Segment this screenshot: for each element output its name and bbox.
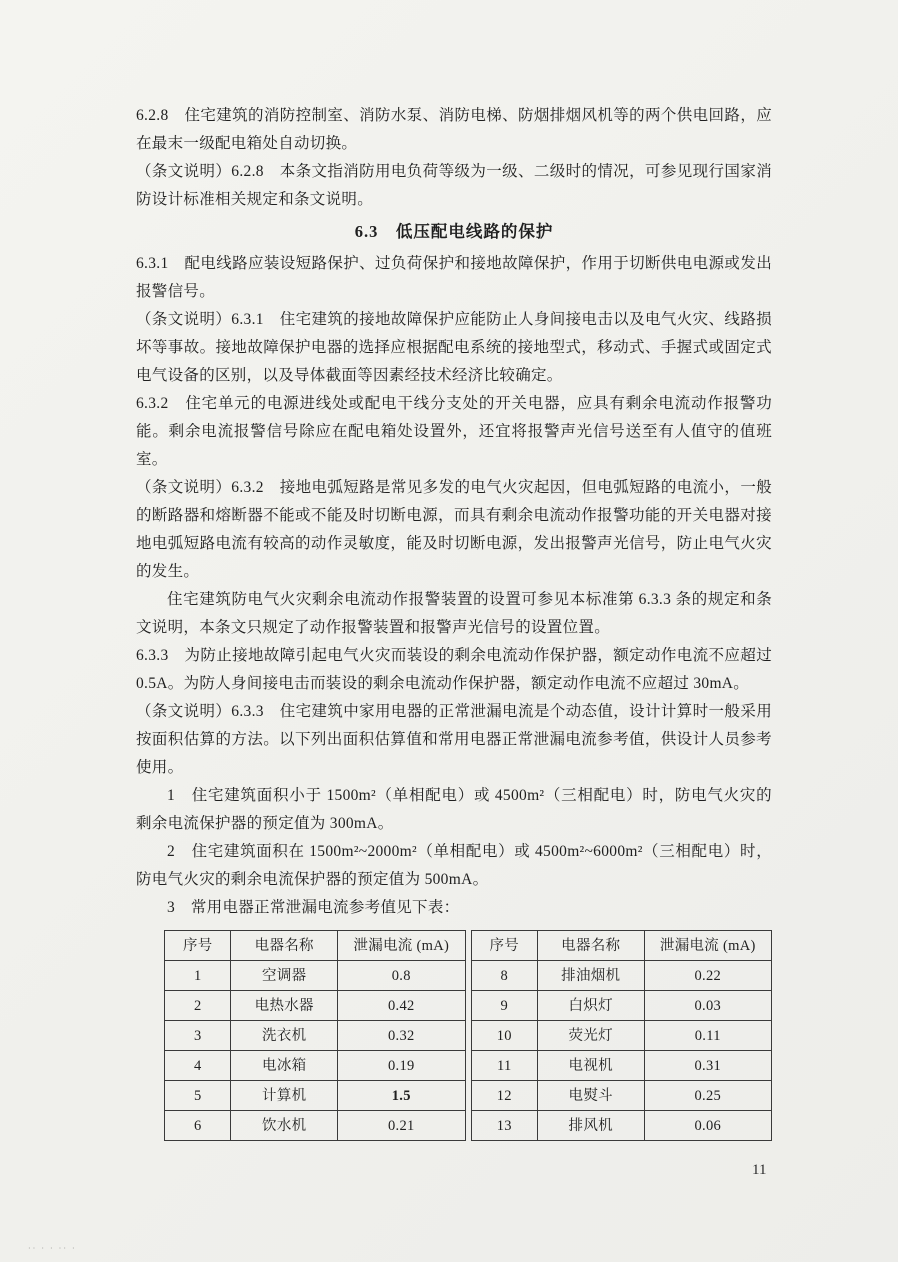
table-row [165, 1051, 466, 1081]
table-row [165, 961, 466, 991]
note-6-2-8: （条文说明）6.2.8 本条文指消防用电负荷等级为一级、二级时的情况，可参见现行国家消防设计标准相关规定和条文说明。 [136, 163, 772, 208]
document-body [136, 102, 772, 1141]
cell-name: 荧光灯 [537, 1021, 644, 1051]
cell-name: 空调器 [231, 961, 338, 991]
table-row [471, 1111, 772, 1141]
cell-value: 0.21 [338, 1111, 465, 1141]
leakage-table-right [471, 930, 773, 1141]
cell-name: 计算机 [231, 1081, 338, 1111]
cell-no: 12 [471, 1081, 537, 1111]
note-6-3-2-a: （条文说明）6.3.2 接地电弧短路是常见多发的电气火灾起因，但电弧短路的电流小，一般的断路器和熔断器不能或不能及时切断电源，而具有剩余电流动作报警功能的开关电器对接地电弧短路电流有较高的动作灵敏度，能及时切断电源，发出报警声光信号，防止电气火灾的发生。 [136, 479, 772, 580]
list-item-3: 3 常用电器正常泄漏电流参考值见下表： [167, 899, 460, 916]
cell-value: 0.25 [644, 1081, 771, 1111]
note-6-3-3: （条文说明）6.3.3 住宅建筑中家用电器的正常泄漏电流是个动态值，设计计算时一般采用按面积估算的方法。以下列出面积估算值和常用电器正常泄漏电流参考值，供设计人员参考使用。 [136, 703, 772, 776]
cell-value: 0.8 [338, 961, 465, 991]
cell-value: 0.03 [644, 991, 771, 1021]
table-header-row [471, 931, 772, 961]
cell-name: 排风机 [537, 1111, 644, 1141]
cell-no: 11 [471, 1051, 537, 1081]
cell-value: 0.32 [338, 1021, 465, 1051]
cell-value: 0.19 [338, 1051, 465, 1081]
cell-name: 白炽灯 [537, 991, 644, 1021]
cell-name: 电视机 [537, 1051, 644, 1081]
cell-value: 0.31 [644, 1051, 771, 1081]
clause-6-2-8: 6.2.8 住宅建筑的消防控制室、消防水泵、消防电梯、防烟排烟风机等的两个供电回路，应在最末一级配电箱处自动切换。 [136, 107, 772, 152]
leakage-table-left [164, 930, 466, 1141]
cell-no: 2 [165, 991, 231, 1021]
table-row [471, 1051, 772, 1081]
cell-name: 电热水器 [231, 991, 338, 1021]
table-row [471, 961, 772, 991]
cell-value: 0.06 [644, 1111, 771, 1141]
clause-6-3-2: 6.3.2 住宅单元的电源进线处或配电干线分支处的开关电器，应具有剩余电流动作报警功能。剩余电流报警信号除应在配电箱处设置外，还宜将报警声光信号送至有人值守的值班室。 [136, 395, 772, 468]
table-row [471, 991, 772, 1021]
list-item-2: 2 住宅建筑面积在 1500m²~2000m²（单相配电）或 4500m²~6000m²（三相配电）时，防电气火灾的剩余电流保护器的预定值为 500mA。 [136, 843, 772, 888]
table-row [165, 1021, 466, 1051]
leakage-current-tables [164, 930, 772, 1141]
section-heading-6-3: 6.3 低压配电线路的保护 [354, 222, 554, 241]
cell-no: 10 [471, 1021, 537, 1051]
table-header-row [165, 931, 466, 961]
page-number: 11 [752, 1162, 767, 1178]
table-row [165, 991, 466, 1021]
column-header-name: 电器名称 [537, 931, 644, 961]
note-6-3-2-b: 住宅建筑防电气火灾剩余电流动作报警装置的设置可参见本标准第 6.3.3 条的规定和条文说明，本条文只规定了动作报警装置和报警声光信号的设置位置。 [136, 591, 772, 636]
cell-no: 8 [471, 961, 537, 991]
cell-no: 9 [471, 991, 537, 1021]
cell-no: 1 [165, 961, 231, 991]
cell-no: 3 [165, 1021, 231, 1051]
cell-name: 饮水机 [231, 1111, 338, 1141]
column-header-value: 泄漏电流 (mA) [644, 931, 771, 961]
column-header-no: 序号 [471, 931, 537, 961]
cell-name: 洗衣机 [231, 1021, 338, 1051]
table-row [165, 1081, 466, 1111]
cell-name: 排油烟机 [537, 961, 644, 991]
cell-name: 电冰箱 [231, 1051, 338, 1081]
clause-6-3-3: 6.3.3 为防止接地故障引起电气火灾而装设的剩余电流动作保护器，额定动作电流不应超过 0.5A。为防人身间接电击而装设的剩余电流动作保护器，额定动作电流不应超过 30mA。 [136, 647, 772, 692]
cell-value: 1.5 [338, 1081, 465, 1111]
table-row [471, 1081, 772, 1111]
cell-name: 电熨斗 [537, 1081, 644, 1111]
clause-6-3-1: 6.3.1 配电线路应装设短路保护、过负荷保护和接地故障保护，作用于切断供电电源或发出报警信号。 [136, 255, 772, 300]
column-header-no: 序号 [165, 931, 231, 961]
table-row [165, 1111, 466, 1141]
cell-value: 0.11 [644, 1021, 771, 1051]
cell-no: 13 [471, 1111, 537, 1141]
scan-artifact: ·· · · ·· · [28, 1244, 77, 1253]
cell-no: 5 [165, 1081, 231, 1111]
cell-no: 6 [165, 1111, 231, 1141]
cell-value: 0.22 [644, 961, 771, 991]
list-item-1: 1 住宅建筑面积小于 1500m²（单相配电）或 4500m²（三相配电）时，防电气火灾的剩余电流保护器的预定值为 300mA。 [136, 787, 772, 832]
table-row [471, 1021, 772, 1051]
cell-value: 0.42 [338, 991, 465, 1021]
note-6-3-1: （条文说明）6.3.1 住宅建筑的接地故障保护应能防止人身间接电击以及电气火灾、线路损坏等事故。接地故障保护电器的选择应根据配电系统的接地型式，移动式、手握式或固定式电气设备的区别，以及导体截面等因素经技术经济比较确定。 [136, 311, 772, 384]
column-header-value: 泄漏电流 (mA) [338, 931, 465, 961]
column-header-name: 电器名称 [231, 931, 338, 961]
cell-no: 4 [165, 1051, 231, 1081]
